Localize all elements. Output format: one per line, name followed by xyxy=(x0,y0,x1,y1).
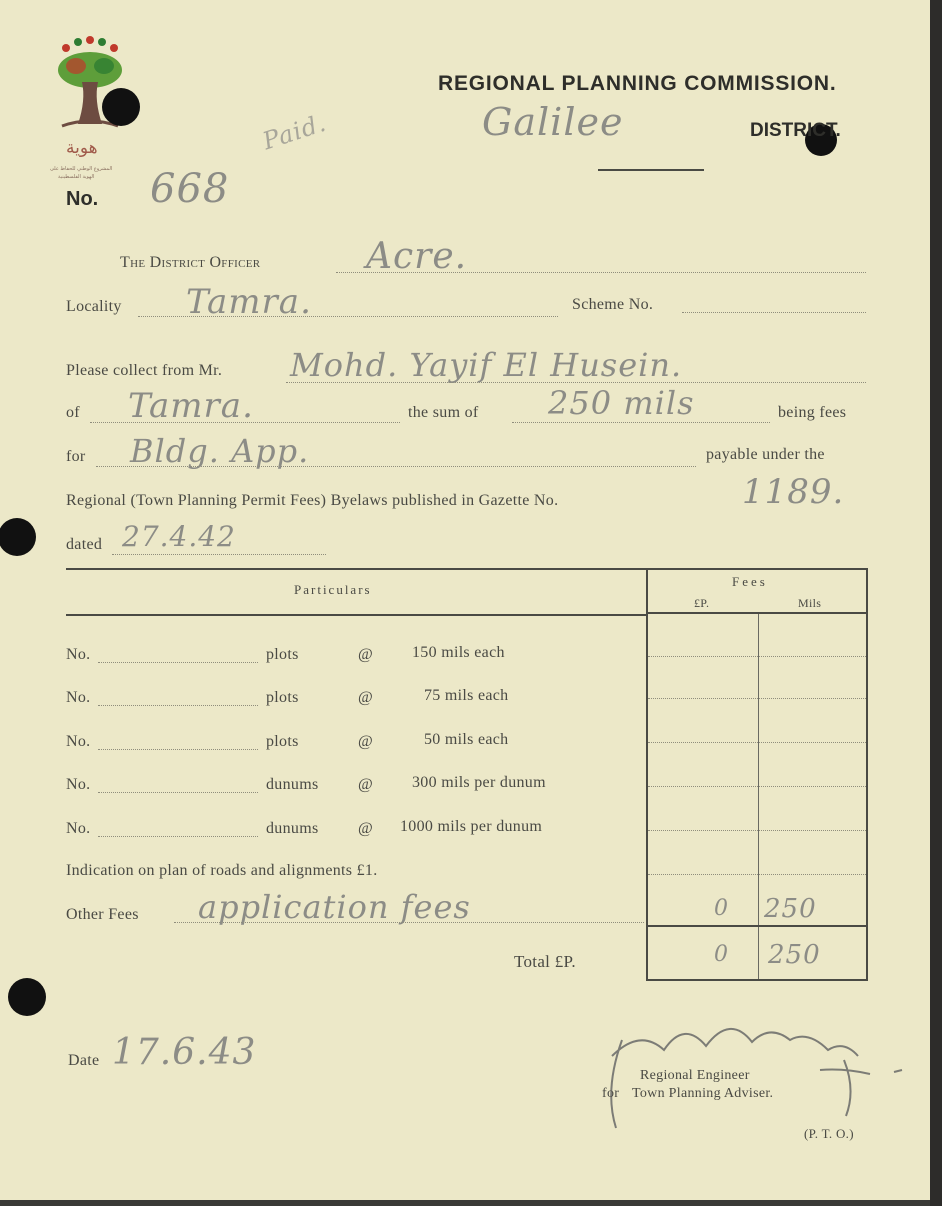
being-fees-label: being fees xyxy=(778,404,847,421)
other-fees-lp: 0 xyxy=(714,896,729,921)
row-unit: plots xyxy=(266,733,299,750)
of-line xyxy=(90,422,400,423)
total-mils: 250 xyxy=(768,940,821,970)
commission-title: REGIONAL PLANNING COMMISSION. xyxy=(438,72,837,95)
fees-row-rule-6 xyxy=(648,874,866,875)
sum-line xyxy=(512,422,770,423)
locality-value: Tamra. xyxy=(186,282,312,322)
row-at: @ xyxy=(358,689,374,706)
row-at: @ xyxy=(358,820,374,837)
row-rate: 75 mils each xyxy=(424,687,509,704)
fees-row-rule-3 xyxy=(648,742,866,743)
date-label: Date xyxy=(68,1052,100,1069)
row-at: @ xyxy=(358,776,374,793)
total-top-rule xyxy=(646,925,868,927)
particulars-header: Particulars xyxy=(294,582,372,597)
indication-text: Indication on plan of roads and alignments £1. xyxy=(66,862,378,879)
fees-header-rule xyxy=(646,612,868,614)
district-label: DISTRICT. xyxy=(750,120,841,141)
number-value: 668 xyxy=(150,166,230,212)
locality-line xyxy=(138,316,558,317)
punch-hole-middle xyxy=(0,518,36,556)
row-no-line xyxy=(98,836,258,837)
row-no-label: No. xyxy=(66,820,91,837)
sum-value: 250 mils xyxy=(548,384,695,422)
fees-row-rule-5 xyxy=(648,830,866,831)
collect-label: Please collect from Mr. xyxy=(66,362,223,379)
engineer-title: Regional Engineer xyxy=(640,1068,750,1083)
other-fees-line xyxy=(174,922,644,923)
row-no-label: No. xyxy=(66,646,91,663)
mils-header: Mils xyxy=(798,596,822,610)
punch-hole-top xyxy=(102,88,140,126)
row-no-line xyxy=(98,749,258,750)
dated-label: dated xyxy=(66,536,103,553)
row-unit: plots xyxy=(266,646,299,663)
adviser-title: Town Planning Adviser. xyxy=(632,1086,774,1101)
district-underline xyxy=(598,169,704,171)
other-fees-mils: 250 xyxy=(764,894,817,924)
district-officer-value: Acre. xyxy=(366,236,468,277)
row-no-line xyxy=(98,705,258,706)
row-no-line xyxy=(98,792,258,793)
fees-row-rule-2 xyxy=(648,698,866,699)
pto-label: (P. T. O.) xyxy=(804,1126,854,1141)
logo-subtitle-1: المشروع الوطني للحفاظ على xyxy=(50,166,113,172)
for-line xyxy=(96,466,696,467)
payable-label: payable under the xyxy=(706,446,825,463)
paid-mark: Paid. xyxy=(259,108,330,156)
date-value: 17.6.43 xyxy=(112,1032,257,1073)
fees-divider xyxy=(646,568,648,981)
district-name: Galilee xyxy=(482,100,624,144)
collect-from-value: Mohd. Yayif El Husein. xyxy=(290,346,683,384)
row-no-label: No. xyxy=(66,733,91,750)
row-no-label: No. xyxy=(66,776,91,793)
row-unit: dunums xyxy=(266,776,319,793)
locality-label: Locality xyxy=(66,298,122,315)
scheme-label: Scheme No. xyxy=(572,296,654,313)
table-top-border xyxy=(66,568,868,570)
sum-label: the sum of xyxy=(408,404,479,421)
punch-hole-bottom xyxy=(8,978,46,1016)
table-bottom-rule xyxy=(646,979,868,981)
other-fees-label: Other Fees xyxy=(66,906,139,923)
total-label: Total £P. xyxy=(514,952,576,971)
row-no-label: No. xyxy=(66,689,91,706)
dated-value: 27.4.42 xyxy=(122,520,236,553)
of-value: Tamra. xyxy=(128,386,254,426)
row-at: @ xyxy=(358,646,374,663)
logo-title: هوية xyxy=(66,138,98,158)
other-fees-value: application fees xyxy=(198,888,471,926)
lp-header: £P. xyxy=(694,596,710,610)
collect-from-line xyxy=(286,382,866,383)
for-value: Bldg. App. xyxy=(130,432,310,470)
row-at: @ xyxy=(358,733,374,750)
row-rate: 50 mils each xyxy=(424,731,509,748)
total-lp: 0 xyxy=(714,942,729,967)
adviser-prefix: for xyxy=(602,1086,620,1101)
district-officer-line xyxy=(336,272,866,273)
of-label: of xyxy=(66,404,80,421)
row-rate: 1000 mils per dunum xyxy=(400,818,543,835)
row-no-line xyxy=(98,662,258,663)
byelaws-text: Regional (Town Planning Permit Fees) Byelaws published in Gazette No. xyxy=(66,492,559,509)
row-rate: 150 mils each xyxy=(412,644,505,661)
scan-edge xyxy=(930,0,942,1206)
table-right-border xyxy=(866,568,868,981)
fees-header: Fees xyxy=(732,574,768,589)
district-officer-label: The District Officer xyxy=(120,254,261,271)
fees-row-rule-4 xyxy=(648,786,866,787)
fees-row-rule-1 xyxy=(648,656,866,657)
scheme-line xyxy=(682,312,866,313)
logo-subtitle-2: الهوية الفلسطينية xyxy=(58,174,95,180)
row-unit: plots xyxy=(266,689,299,706)
dated-line xyxy=(112,554,326,555)
gazette-value: 1189. xyxy=(742,472,845,512)
number-label: No. xyxy=(66,188,99,210)
particulars-header-rule xyxy=(66,614,646,616)
for-label: for xyxy=(66,448,86,465)
row-unit: dunums xyxy=(266,820,319,837)
row-rate: 300 mils per dunum xyxy=(412,774,546,791)
